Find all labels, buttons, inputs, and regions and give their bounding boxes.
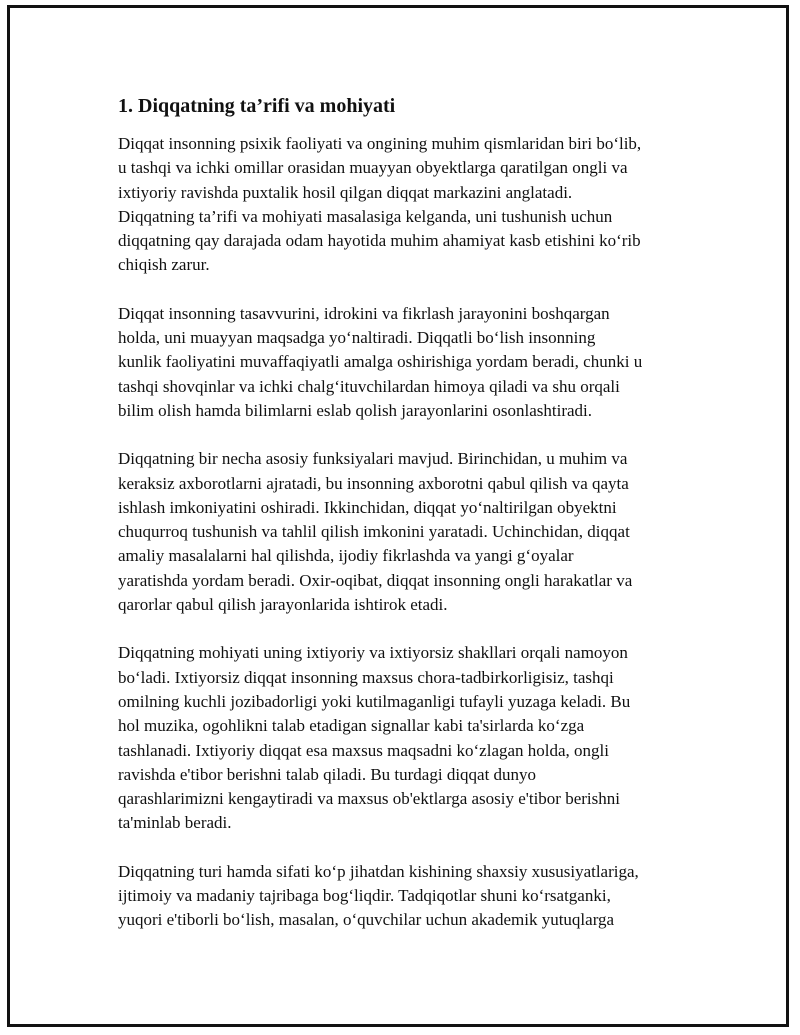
- section-heading: 1. Diqqatning ta’rifi va mohiyati: [118, 95, 396, 117]
- document-body: [118, 92, 718, 957]
- paragraph-3: Diqqatning bir necha asosiy funksiyalari mavjud. Birinchidan, u muhim va keraksiz axborotlarni ajratadi, bu insonning axborotni qabul qilish va qayta ishlash imkoniyatini oshiradi. Ikkinchidan, diqqat yo‘naltirilgan obyektni chuqurroq tushunish va tahlil qilish imkonini yaratadi. Uchinchidan, diqqat amaliy masalalarni hal qilishda, ijodiy fikrlashda va yangi g‘oyalar yaratishda yordam beradi. Oxir-oqibat, diqqat insonning ongli harakatlar va qarorlar qabul qilish jarayonlarida ishtirok etadi.: [118, 449, 633, 615]
- paragraph-2: Diqqat insonning tasavvurini, idrokini va fikrlash jarayonini boshqargan holda, uni muayyan maqsadga yo‘naltiradi. Diqqatli bo‘lish insonning kunlik faoliyatini muvaffaqiyatli amalga oshirishiga yordam beradi, chunki u tashqi shovqinlar va ichki chalg‘ituvchilardan himoya qiladi va shu orqali bilim olish hamda bilimlarni eslab qolish jarayonlarini osonlashtiradi.: [118, 303, 643, 420]
- paragraph-5: Diqqatning turi hamda sifati ko‘p jihatdan kishining shaxsiy xususiyatlariga, ijtimoiy va madaniy tajribaga bog‘liqdir. Tadqiqotlar shuni ko‘rsatganki, yuqori e'tiborli bo‘lish, masalan, o‘quvchilar uchun akademik yutuqlarga: [118, 861, 639, 930]
- paragraph-4: Diqqatning mohiyati uning ixtiyoriy va ixtiyorsiz shakllari orqali namoyon bo‘ladi. Ixtiyorsiz diqqat insonning maxsus chora-tadbirkorligisiz, tashqi omilning kuchli jozibadorligi yoki kutilmaganligi tufayli yuzaga keladi. Bu hol muzika, ogohlikni talab etadigan signallar kabi ta'sirlarda ko‘zga tashlanadi. Ixtiyoriy diqqat esa maxsus maqsadni ko‘zlagan holda, ongli ravishda e'tibor berishni talab qiladi. Bu turdagi diqqat dunyo qarashlarimizni kengaytiradi va maxsus ob'ektlarga asosiy e'tibor berishni ta'minlab beradi.: [118, 643, 631, 833]
- paragraph-1: Diqqat insonning psixik faoliyati va ongining muhim qismlaridan biri bo‘lib, u tashqi va ichki omillar orasidan muayyan obyektlarga qaratilgan ongli va ixtiyoriy ravishda puxtalik hosil qilgan diqqat markazini anglatadi. Diqqatning ta’rifi va mohiyati masalasiga kelganda, uni tushunish uchun diqqatning qay darajada odam hayotida muhim ahamiyat kasb etishini ko‘rib chiqish zarur.: [118, 134, 642, 275]
